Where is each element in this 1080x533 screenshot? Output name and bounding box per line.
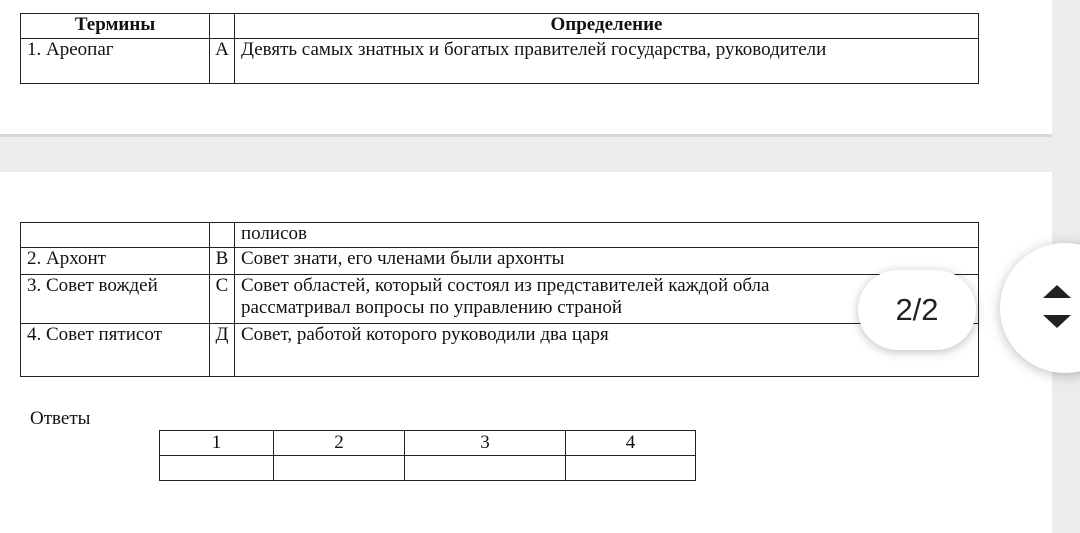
table-row — [21, 39, 979, 84]
definition-line-2: рассматривал вопросы по управлению страной — [241, 297, 622, 318]
term-cell: 3. Совет вождей — [21, 275, 210, 324]
header-terms: Термины — [21, 14, 210, 39]
table-row — [21, 275, 979, 324]
table-row — [21, 223, 979, 248]
term-cell: 4. Совет пятисот — [21, 324, 210, 377]
terms-table-part-2 — [20, 222, 979, 377]
page-indicator: 2/2 — [858, 270, 976, 350]
term-cell: 1. Ареопаг — [21, 39, 210, 84]
answer-column-3: 3 — [405, 431, 566, 456]
answer-cell-3 — [405, 456, 566, 481]
definition-cell: Совет, работой которого руководили два царя — [235, 324, 979, 377]
definition-cell: Совет знати, его членами были архонты — [235, 248, 979, 275]
terms-table-part-1 — [20, 13, 979, 84]
arrow-down-icon[interactable] — [1043, 315, 1071, 328]
document-page-2 — [0, 172, 1052, 533]
answer-cell-1 — [160, 456, 274, 481]
header-definition: Определение — [235, 14, 979, 39]
letter-cell: С — [210, 275, 235, 324]
answers-value-row — [160, 456, 696, 481]
table-header-row — [21, 14, 979, 39]
definition-cell: Девять самых знатных и богатых правителей государства, руководители — [235, 39, 979, 84]
table-row — [21, 324, 979, 377]
answer-cell-2 — [274, 456, 405, 481]
letter-cell: Д — [210, 324, 235, 377]
table-row — [21, 248, 979, 275]
arrow-up-icon[interactable] — [1043, 285, 1071, 298]
definition-line-1: Совет областей, который состоял из представителей каждой обла — [241, 275, 770, 296]
answers-label: Ответы — [30, 408, 91, 429]
header-letter — [210, 14, 235, 39]
page-separator — [0, 134, 1052, 137]
document-page-1 — [0, 0, 1052, 134]
answers-header-row — [160, 431, 696, 456]
answer-column-4: 4 — [566, 431, 696, 456]
letter-cell: А — [210, 39, 235, 84]
letter-cell: В — [210, 248, 235, 275]
answer-column-1: 1 — [160, 431, 274, 456]
answer-cell-4 — [566, 456, 696, 481]
term-cell — [21, 223, 210, 248]
answers-table — [159, 430, 696, 481]
letter-cell — [210, 223, 235, 248]
definition-cell: полисов — [235, 223, 979, 248]
term-cell: 2. Архонт — [21, 248, 210, 275]
answer-column-2: 2 — [274, 431, 405, 456]
